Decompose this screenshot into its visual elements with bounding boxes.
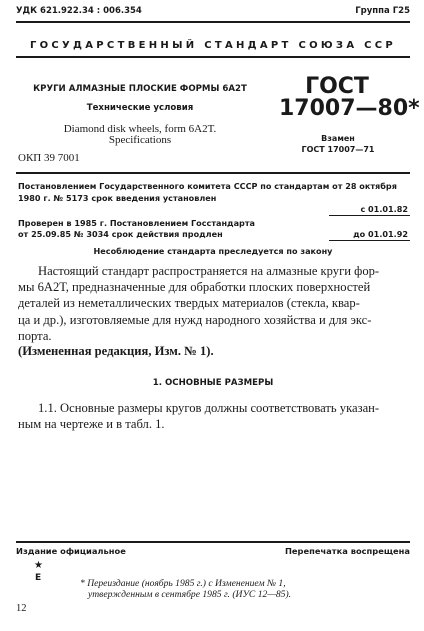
title-block-rule [16, 172, 410, 174]
header-bottom-rule [16, 56, 410, 58]
clause-line: 1.1. Основные размеры кругов должны соответствовать указан- [38, 401, 380, 415]
reprint-footnote-line2: утвержденным в сентябре 1985 г. (ИУС 12—85). [88, 589, 292, 600]
intro-line: ца и др.), изготовляемые для нужд народного хозяйства и для экс- [18, 312, 372, 327]
okp-code: ОКП 39 7001 [18, 152, 80, 164]
title-en-line2: Specifications [108, 134, 172, 146]
decree-date-extended: до 01.01.92 [353, 229, 408, 239]
decree-line2: 1980 г. № 5173 срок введения установлен [18, 193, 217, 203]
gost-label: ГОСТ [305, 74, 369, 99]
reprint-footnote-line1: * Переиздание (ноябрь 1985 г.) с Изменением № 1, [80, 578, 286, 589]
footer-rule [16, 541, 410, 543]
gost-number: 17007—80* [279, 96, 420, 121]
state-standard-banner: ГОСУДАРСТВЕННЫЙ СТАНДАРТ СОЮЗА ССР [29, 40, 397, 51]
title-ru: КРУГИ АЛМАЗНЫЕ ПЛОСКИЕ ФОРМЫ 6А2Т [33, 84, 247, 94]
title-en-line1: Diamond disk wheels, form 6A2T. [63, 123, 217, 135]
replace-value: ГОСТ 17007—71 [301, 145, 375, 154]
clause-line: ным на чертеже и в табл. 1. [18, 417, 165, 432]
edition-letter: Е [35, 573, 42, 583]
check-line1: Проверен в 1985 г. Постановлением Госстандарта [18, 218, 256, 228]
check-line2: от 25.09.85 № 3034 срок действия продлен [18, 229, 223, 239]
section-title: 1. ОСНОВНЫЕ РАЗМЕРЫ [152, 378, 274, 388]
date2-underline [329, 240, 410, 241]
date1-underline [329, 215, 410, 216]
subtitle-ru: Технические условия [86, 103, 194, 113]
intro-line: деталей из неметаллических твердых материалов (стекла, квар- [18, 296, 360, 311]
replace-label: Взамен [321, 134, 355, 143]
decree-date-in-force: с 01.01.82 [360, 204, 408, 214]
intro-paragraph [18, 263, 410, 344]
reprint-prohibited: Перепечатка воспрещена [284, 546, 410, 556]
intro-line: мы 6А2Т, предназначенные для обработки плоских поверхностей [18, 280, 371, 295]
group-code: Группа Г25 [355, 6, 410, 16]
legal-warning: Несоблюдение стандарта преследуется по закону [93, 246, 333, 256]
intro-line: Настоящий стандарт распространяется на алмазные круги фор- [38, 264, 380, 278]
star-icon: ★ [34, 560, 43, 571]
page-number: 12 [16, 603, 27, 614]
intro-line: порта. [18, 328, 52, 343]
revision-note: (Измененная редакция, Изм. № 1). [18, 344, 214, 358]
clause-paragraph [18, 400, 410, 432]
udk-code: УДК 621.922.34 : 006.354 [16, 6, 142, 16]
official-edition: Издание официальное [16, 546, 126, 556]
header-top-rule [16, 21, 410, 23]
decree-line1: Постановлением Государственного комитета СССР по стандартам от 28 октября [18, 181, 397, 191]
